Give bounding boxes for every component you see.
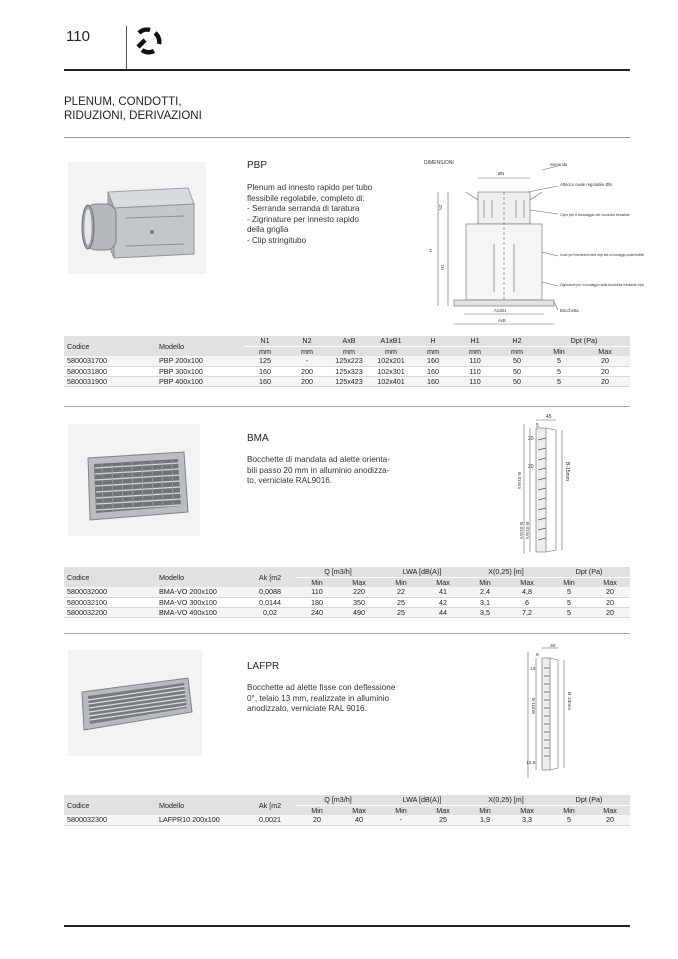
table-header-row <box>64 795 630 805</box>
cell: 5800032100 <box>64 597 156 607</box>
cell: 200 <box>286 366 328 376</box>
cell: 110 <box>454 366 496 376</box>
unit-header: mm <box>328 346 370 356</box>
table-header-row <box>64 567 630 577</box>
dim-label: 30 <box>550 644 556 649</box>
callout: Serranda <box>550 162 568 167</box>
cell: 5800032200 <box>64 607 156 617</box>
cell: 0,0144 <box>244 597 296 607</box>
header-divider <box>126 26 127 70</box>
dim-label: AxB <box>498 318 506 323</box>
sub-header: Min <box>548 577 590 587</box>
cell: 20 <box>590 607 630 617</box>
col-header: LWA [dB(A)] <box>380 567 464 577</box>
cell: 110 <box>454 356 496 366</box>
lafpr-technical-drawing <box>508 642 598 784</box>
cell: 5800031700 <box>64 356 156 366</box>
lafpr-desc-line: Bocchette ad alette fisse con deflessione <box>247 683 396 692</box>
unit-header: mm <box>496 346 538 356</box>
cell: 0,0021 <box>244 815 296 825</box>
sub-header: Max <box>590 577 630 587</box>
cell: 20 <box>580 356 630 366</box>
cell: 4,8 <box>506 587 548 597</box>
cell: 25 <box>380 597 422 607</box>
lafpr-spec-table <box>64 795 630 826</box>
cell: 25 <box>422 815 464 825</box>
lafpr-desc-line: anodizzato, verniciate RAL 9016. <box>247 704 367 714</box>
callout: Zigrinature per il montaggio della bocchetta mediante clips <box>560 283 645 287</box>
lafpr-desc-line: 0°, telaio 13 mm, realizzate in alluminio <box>247 693 390 703</box>
cell: 5800032000 <box>64 587 156 597</box>
col-header: Dpt (Pa) <box>548 795 630 805</box>
cell: 20 <box>590 597 630 607</box>
col-header: Ak [m2 <box>244 567 296 587</box>
cell: 200 <box>286 376 328 386</box>
cell: 0,02 <box>244 607 296 617</box>
pbp-desc-line: flessibile regolabile, completo di: <box>247 193 365 203</box>
dim-label: A1xB1 <box>494 308 507 313</box>
col-header: Q [m3/h] <box>296 795 380 805</box>
section-divider <box>64 406 630 407</box>
bma-desc-line: to, verniciate RAL9016. <box>247 476 333 486</box>
cell: 5800031800 <box>64 366 156 376</box>
lafpr-description <box>247 683 422 715</box>
cell: 22 <box>380 587 422 597</box>
cell: 160 <box>412 366 454 376</box>
pbp-title: PBP <box>247 160 268 171</box>
sub-header: Max <box>506 805 548 815</box>
sub-header: Max <box>422 577 464 587</box>
cell: 490 <box>338 607 380 617</box>
col-header: Modello <box>156 336 244 356</box>
sub-header: Max <box>506 577 548 587</box>
cell: 160 <box>244 376 286 386</box>
dim-label: B-31mm <box>525 522 530 540</box>
cell: 5800031900 <box>64 376 156 386</box>
callout: Clips per il montaggio del condotto flessibile <box>560 213 630 217</box>
cell: 2,4 <box>464 587 506 597</box>
cell: 25 <box>380 607 422 617</box>
pbp-technical-drawing <box>418 152 644 332</box>
col-header: Ak [m2 <box>244 795 296 815</box>
dim-label: B-31mm <box>517 472 522 490</box>
col-header: Codice <box>64 795 156 815</box>
table-row <box>64 815 630 825</box>
col-header: X(0,25) [m] <box>464 567 548 577</box>
pbp-spec-table <box>64 336 630 387</box>
cell: 160 <box>412 356 454 366</box>
cell: 102x201 <box>370 356 412 366</box>
col-header: LWA [dB(A)] <box>380 795 464 805</box>
sub-header: Max <box>422 805 464 815</box>
table-row <box>64 366 630 376</box>
cell: 20 <box>590 587 630 597</box>
dim-label: B-31mm <box>519 522 524 540</box>
lafpr-title: LAFPR <box>247 661 280 672</box>
col-header: Modello <box>156 567 244 587</box>
cell: 102x401 <box>370 376 412 386</box>
page-number: 110 <box>66 28 90 45</box>
col-header: X(0,25) [m] <box>464 795 548 805</box>
section-title-line: PLENUM, CONDOTTI, <box>64 96 182 108</box>
unit-header: mm <box>412 346 454 356</box>
cell: 125x423 <box>328 376 370 386</box>
cell: PBP 300x100 <box>156 366 244 376</box>
table-row <box>64 356 630 366</box>
cell: 5 <box>538 376 580 386</box>
drawing-title: DIMENSIONI <box>424 160 454 166</box>
col-header: H <box>412 336 454 346</box>
cell: 20 <box>580 376 630 386</box>
cell: 125x223 <box>328 356 370 366</box>
cell: 40 <box>338 815 380 825</box>
unit-header: mm <box>370 346 412 356</box>
unit-header: Max <box>580 346 630 356</box>
callout: Bocchetta <box>560 308 579 313</box>
bma-product-photo <box>68 424 200 536</box>
dim-label: N2 <box>438 204 443 210</box>
cell: 110 <box>454 376 496 386</box>
cell: 5 <box>538 356 580 366</box>
cell: 1,9 <box>464 815 506 825</box>
sub-header: Min <box>464 805 506 815</box>
cell: 50 <box>496 366 538 376</box>
unit-header: Min <box>538 346 580 356</box>
sub-header: Min <box>296 577 338 587</box>
unit-header: mm <box>286 346 328 356</box>
dim-label: ØN <box>498 171 505 176</box>
cell: BMA-VO 200x100 <box>156 587 244 597</box>
bma-desc-line: bili passo 20 mm in alluminio anodizza- <box>247 465 390 475</box>
section-title-line: RIDUZIONI, DERIVAZIONI <box>64 110 202 122</box>
cell: 20 <box>296 815 338 825</box>
dim-label: 20 <box>528 464 534 470</box>
cell: BMA-VO 400x100 <box>156 607 244 617</box>
cell: 110 <box>296 587 338 597</box>
cell: PBP 200x100 <box>156 356 244 366</box>
dim-label: 8 <box>536 653 539 658</box>
col-header: Dpt (Pa) <box>548 567 630 577</box>
pbp-product-photo <box>68 162 206 274</box>
cell: 5 <box>548 815 590 825</box>
sub-header: Min <box>380 577 422 587</box>
unit-header: mm <box>244 346 286 356</box>
callout: Attacco ovale regolabile ØN <box>560 182 612 187</box>
dim-label: 5 <box>536 423 539 429</box>
dim-label: B-10mm <box>566 692 571 711</box>
pbp-desc-line: Plenum ad innesto rapido per tubo <box>247 183 373 192</box>
dim-label: B-11mm <box>531 698 536 715</box>
cell: - <box>286 356 328 366</box>
bma-spec-table <box>64 567 630 618</box>
cell: 50 <box>496 376 538 386</box>
cell: 5800032300 <box>64 815 156 825</box>
cell: 102x301 <box>370 366 412 376</box>
table-header-row <box>64 336 630 346</box>
cell: 41 <box>422 587 464 597</box>
cell: 5 <box>548 597 590 607</box>
dim-label: 20 <box>528 436 534 442</box>
bma-title: BMA <box>247 433 269 444</box>
cell: 20 <box>580 366 630 376</box>
cell: 5 <box>538 366 580 376</box>
cell: 125 <box>244 356 286 366</box>
col-header: N1 <box>244 336 286 346</box>
cell: BMA-VO 300x100 <box>156 597 244 607</box>
lafpr-product-photo <box>68 650 202 756</box>
footer-rule <box>64 925 630 927</box>
cell: 240 <box>296 607 338 617</box>
pbp-description <box>247 183 407 247</box>
dim-label: 12,5 <box>526 761 536 766</box>
cell: 160 <box>412 376 454 386</box>
col-header: A1xB1 <box>370 336 412 346</box>
cell: LAFPR10 200x100 <box>156 815 244 825</box>
section-title <box>64 95 202 123</box>
cell: 3,1 <box>464 597 506 607</box>
sub-header: Min <box>464 577 506 587</box>
col-header: AxB <box>328 336 370 346</box>
table-row <box>64 376 630 386</box>
list-item: - Clip stringitubo <box>247 235 307 245</box>
bma-description <box>247 455 412 487</box>
section-rule <box>64 137 630 138</box>
dim-label: H <box>428 248 433 252</box>
bma-technical-drawing <box>500 412 600 562</box>
list-item: della griglia <box>247 225 289 235</box>
cell: 3,5 <box>464 607 506 617</box>
col-header: H1 <box>454 336 496 346</box>
cell: 160 <box>244 366 286 376</box>
cell: 5 <box>548 587 590 597</box>
cell: 7,2 <box>506 607 548 617</box>
table-row <box>64 587 630 597</box>
sub-header: Min <box>380 805 422 815</box>
cell: 50 <box>496 356 538 366</box>
col-header: Codice <box>64 336 156 356</box>
sub-header: Max <box>590 805 630 815</box>
list-item: - Zigrinature per innesto rapido <box>247 214 359 224</box>
unit-header: mm <box>454 346 496 356</box>
cell: 350 <box>338 597 380 607</box>
cell: 220 <box>338 587 380 597</box>
table-row <box>64 607 630 617</box>
callout: Guide per l'inserimento delle clips atte al montaggio parete/soffitto <box>560 253 645 257</box>
table-row <box>64 597 630 607</box>
col-header: Q [m3/h] <box>296 567 380 577</box>
sub-header: Max <box>338 577 380 587</box>
cell: 42 <box>422 597 464 607</box>
cell: 3,3 <box>506 815 548 825</box>
pbp-feature-list <box>247 204 407 246</box>
sub-header: Min <box>548 805 590 815</box>
cell: 125x323 <box>328 366 370 376</box>
list-item: - Serranda serranda di taratura <box>247 204 360 214</box>
sub-header: Min <box>296 805 338 815</box>
cell: 44 <box>422 607 464 617</box>
cell: 180 <box>296 597 338 607</box>
dim-label: B-15mm <box>564 462 570 481</box>
sub-header: Max <box>338 805 380 815</box>
brand-logo-icon <box>134 27 162 55</box>
cell: - <box>380 815 422 825</box>
dim-label: H1 <box>440 264 445 270</box>
bma-desc-line: Bocchette di mandata ad alette orienta- <box>247 455 390 464</box>
cell: 5 <box>548 607 590 617</box>
col-header: N2 <box>286 336 328 346</box>
cell: 20 <box>590 815 630 825</box>
col-header: Modello <box>156 795 244 815</box>
header-rule <box>64 69 630 71</box>
cell: 6 <box>506 597 548 607</box>
cell: 0,0088 <box>244 587 296 597</box>
dim-label: 45 <box>546 414 552 420</box>
col-header: Dpt (Pa) <box>538 336 630 346</box>
col-header: H2 <box>496 336 538 346</box>
section-divider <box>64 633 630 634</box>
cell: PBP 400x100 <box>156 376 244 386</box>
dim-label: 13 <box>530 667 536 672</box>
col-header: Codice <box>64 567 156 587</box>
